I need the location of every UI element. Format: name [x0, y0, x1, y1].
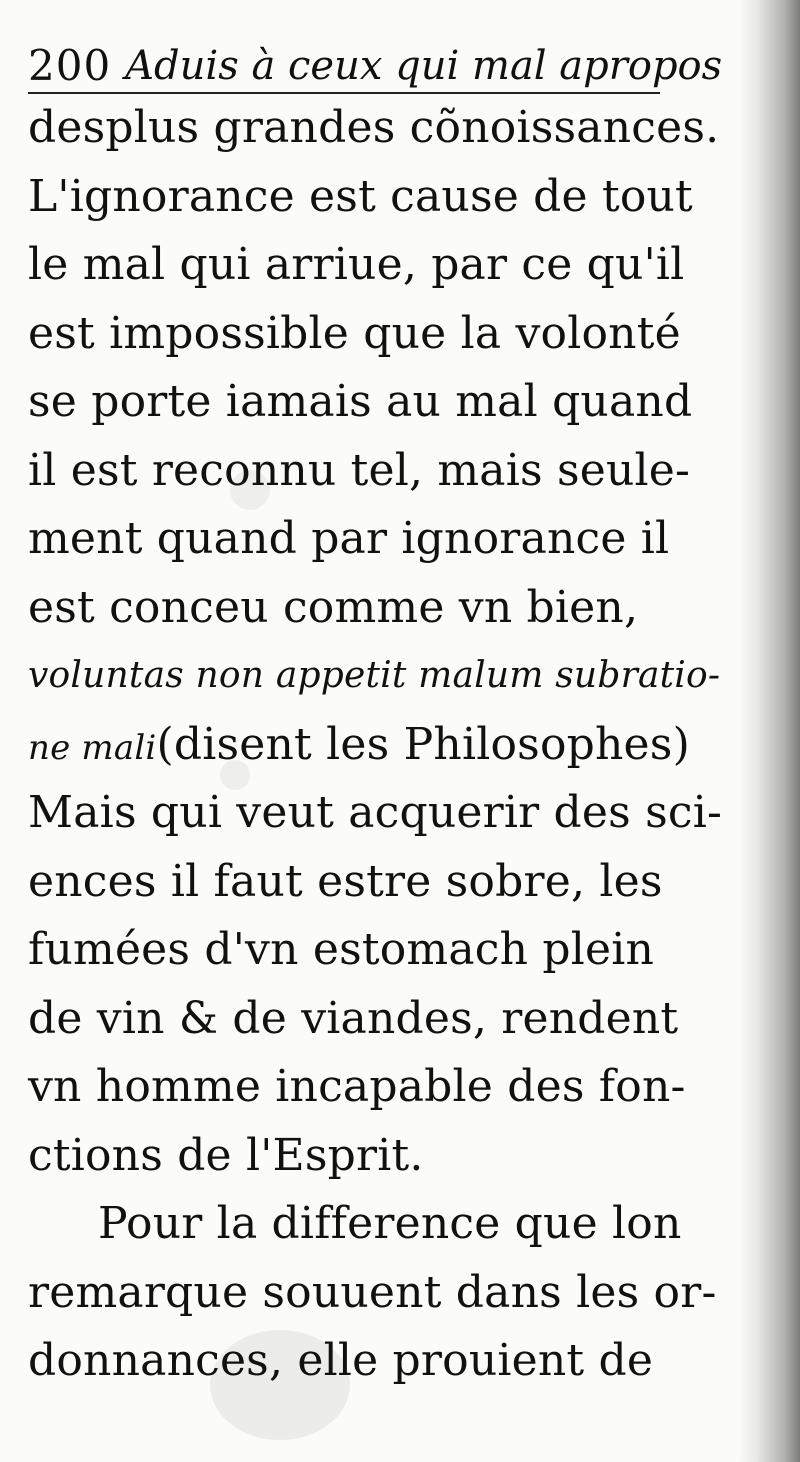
mixed-line: [28, 711, 728, 780]
running-header: [28, 34, 723, 94]
text-block: [28, 34, 728, 1396]
paragraph-start-line: Pour la difference que lon: [98, 1198, 682, 1249]
text-line: est conceu comme vn bien,: [28, 581, 639, 633]
text-line: desplus grandes cõnoissances.: [28, 102, 720, 153]
text-line: ctions de l'Esprit.: [28, 1129, 424, 1181]
text-line: il est reconnu tel, mais seule-: [28, 444, 691, 496]
running-head-title: Aduis à ceux qui mal apropos: [125, 43, 723, 89]
text-line: est impossible que la volonté: [28, 307, 681, 359]
text-line: remarque souuent dans les or-: [28, 1266, 717, 1318]
text-line: Mais qui veut acquerir des sci-: [28, 787, 723, 838]
text-line: ment quand par ignorance il: [28, 513, 670, 564]
page-gutter-shadow: [738, 0, 800, 1462]
latin-quote-line: voluntas non appetit malum subratio-: [28, 655, 721, 696]
text-line: ences il faut estre sobre, les: [28, 855, 663, 907]
latin-quote-end: ne mali: [28, 727, 157, 768]
text-line: le mal qui arriue, par ce qu'il: [28, 239, 685, 290]
text-line: fumées d'vn estomach plein: [28, 924, 655, 975]
text-line: de vin & de viandes, rendent: [28, 992, 679, 1044]
text-line: donnances, elle prouient de: [28, 1335, 654, 1386]
page-number: 200: [28, 41, 112, 90]
text-line: vn homme incapable des fon-: [28, 1061, 686, 1112]
text-line: L'ignorance est cause de tout: [28, 170, 693, 222]
text-line: se porte iamais au mal quand: [28, 376, 693, 427]
attribution: (disent les Philosophes): [156, 718, 690, 770]
